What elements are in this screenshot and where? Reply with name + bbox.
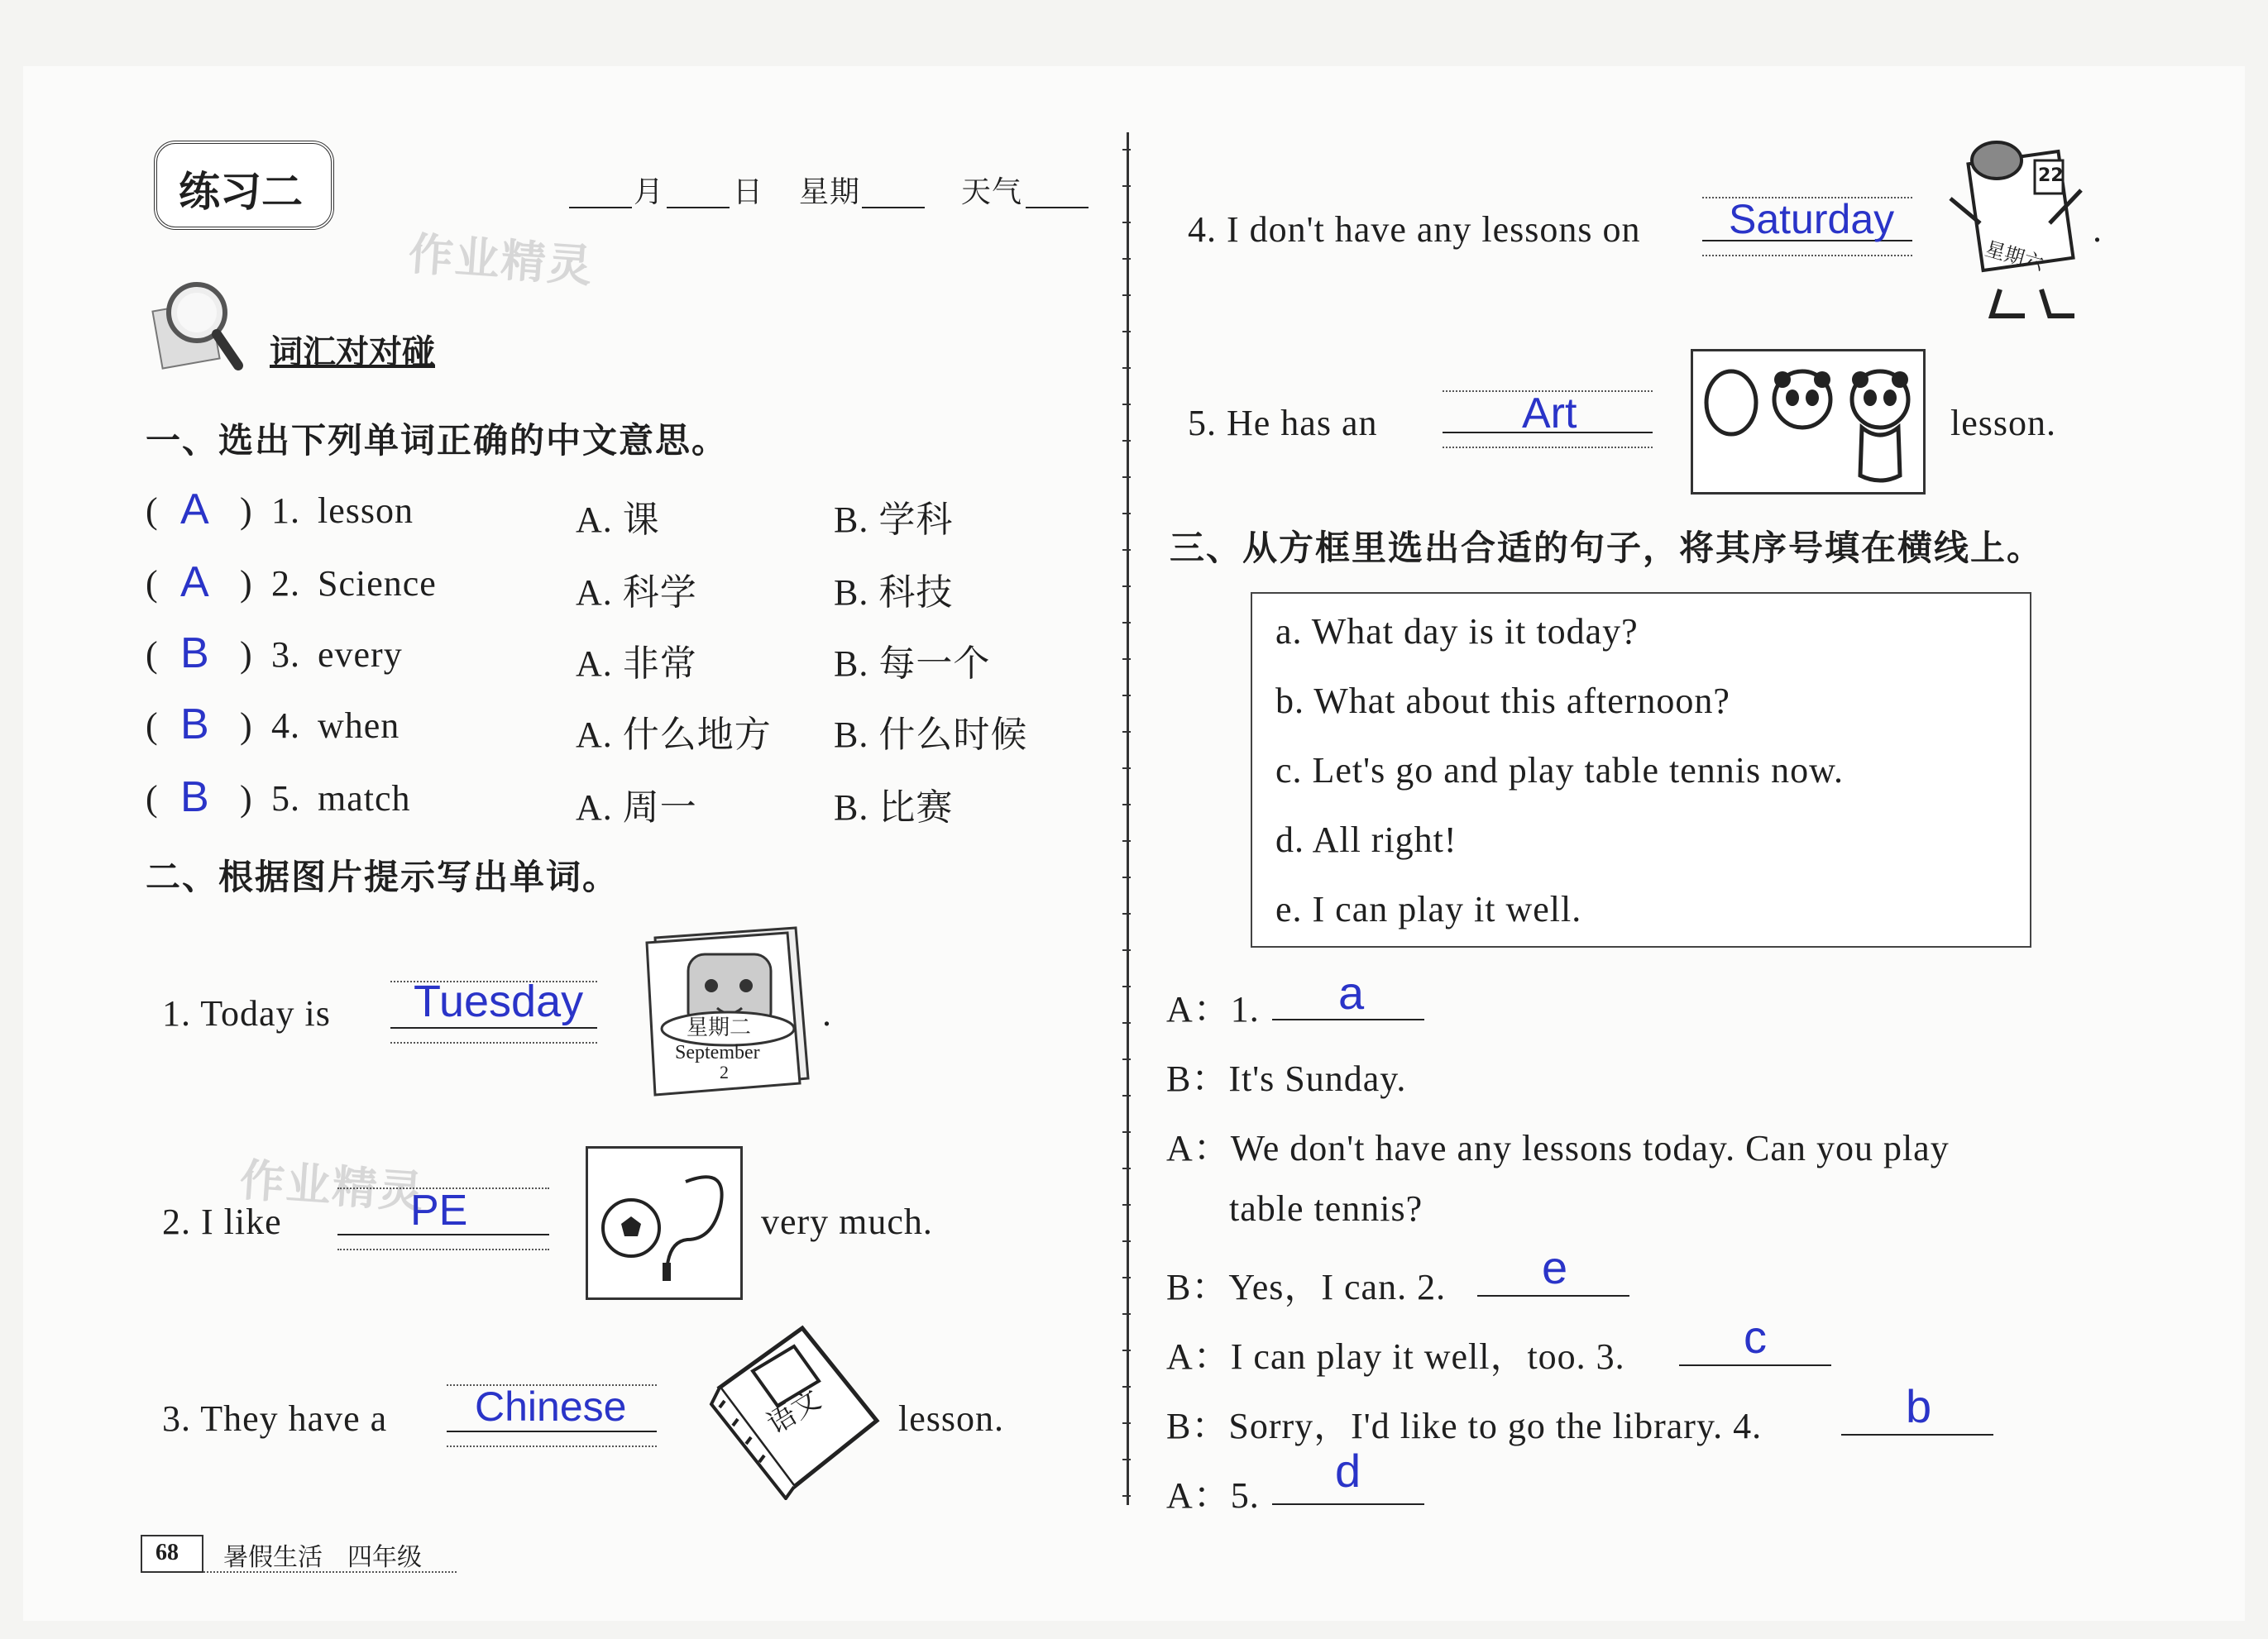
exercise-title-badge [154, 141, 334, 230]
divider-tick [1122, 1277, 1131, 1278]
calendar-weekday-text: 星期二 [687, 1015, 752, 1040]
divider-tick [1122, 1095, 1131, 1097]
drawing-picture [1691, 349, 1926, 495]
divider-tick [1122, 1168, 1131, 1169]
option-a: A. 周一 [576, 787, 697, 828]
option-b: B. 科技 [834, 572, 954, 613]
part2-item1-answer: Tuesday [414, 977, 584, 1026]
weather-label: 天气 [961, 175, 1023, 209]
divider-tick [1122, 440, 1131, 442]
option-b: B. 每一个 [834, 643, 991, 684]
part2-item3-prefix: 3. They have a [162, 1398, 388, 1439]
divider-tick [1122, 1350, 1131, 1351]
divider-tick [1122, 767, 1131, 769]
paren-open: ( [146, 490, 159, 531]
divider-tick [1122, 1386, 1131, 1388]
option-a: A. 课 [576, 499, 660, 540]
divider-tick [1122, 1131, 1131, 1133]
divider-tick [1122, 877, 1131, 878]
guide-dots [447, 1445, 657, 1447]
choice-answer: B [180, 700, 209, 748]
divider-tick [1122, 149, 1131, 151]
page-number-box [141, 1535, 203, 1573]
choice-answer: A [180, 558, 209, 606]
divider-tick [1122, 294, 1131, 296]
paren-close: ) [240, 490, 253, 531]
divider-tick [1122, 185, 1131, 187]
part2-item2-answer: PE [410, 1187, 468, 1235]
divider-tick [1122, 731, 1131, 733]
dialogue-answer-4: b [1906, 1380, 1932, 1432]
part2-title: 二、根据图片提示写出单词。 [146, 857, 620, 897]
part2-item4-suffix: . [2093, 209, 2103, 250]
day-blank [667, 207, 730, 208]
divider-tick [1122, 258, 1131, 260]
month-blank [569, 207, 632, 208]
choice-answer: B [180, 629, 209, 677]
part2-item4-answer: Saturday [1729, 196, 1895, 242]
grade-label: 四年级 [347, 1543, 422, 1572]
divider-tick [1122, 404, 1131, 405]
weekday-blank [862, 207, 925, 208]
paren-close: ) [240, 705, 253, 746]
sentence-options-box [1251, 592, 2031, 948]
exercise-title: 练习二 [179, 168, 303, 216]
dialogue-line-5: B：Yes，I can. 2. [1166, 1267, 1447, 1307]
vocab-section-title: 词汇对对碰 [270, 333, 435, 371]
dialogue-line-3: A：We don't have any lessons today. Can you play [1166, 1128, 1950, 1168]
divider-tick [1122, 1313, 1131, 1315]
page-number: 68 [156, 1540, 179, 1565]
item-word: match [318, 778, 411, 819]
calendar-day-number: 22 [2038, 165, 2064, 186]
divider-tick [1122, 622, 1131, 624]
divider-tick [1122, 1495, 1131, 1497]
divider-tick [1122, 367, 1131, 369]
option-c-sentence: c. Let's go and play table tennis now. [1275, 750, 1845, 791]
guide-dots [390, 1042, 597, 1044]
paren-open: ( [146, 563, 159, 604]
guide-dots [337, 1249, 549, 1250]
item-number: 5. [271, 778, 300, 819]
part2-item5-prefix: 5. He has an [1188, 403, 1378, 443]
option-b-sentence: b. What about this afternoon? [1275, 681, 1730, 721]
calendar-date-text: 2 [720, 1062, 729, 1082]
option-b: B. 学科 [834, 499, 954, 540]
item-word: every [318, 634, 403, 675]
answer-blank [1272, 1503, 1424, 1505]
dialogue-answer-5: d [1335, 1445, 1361, 1497]
divider-tick [1122, 1240, 1131, 1242]
paren-close: ) [240, 778, 253, 819]
item-word: Science [318, 563, 437, 604]
divider-tick [1122, 986, 1131, 987]
page-divider [1127, 132, 1129, 1505]
book-title: 暑假生活 [223, 1543, 323, 1572]
guide-dots [1702, 255, 1912, 256]
part2-item2-prefix: 2. I like [162, 1202, 282, 1242]
watermark: 作业精灵 [237, 1154, 427, 1219]
answer-blank [1477, 1295, 1629, 1297]
divider-tick [1122, 585, 1131, 587]
option-b: B. 比赛 [834, 787, 954, 828]
divider-tick [1122, 1459, 1131, 1460]
divider-tick [1122, 840, 1131, 842]
answer-blank [447, 1431, 657, 1432]
option-d-sentence: d. All right! [1275, 820, 1457, 860]
book-cover-text: 语文 [761, 1383, 827, 1441]
item-number: 3. [271, 634, 300, 675]
paren-open: ( [146, 778, 159, 819]
paren-close: ) [240, 634, 253, 675]
option-a: A. 什么地方 [576, 714, 772, 755]
divider-tick [1122, 1058, 1131, 1060]
date-month-label: 月 [634, 175, 665, 209]
calendar-month-text: September [675, 1042, 760, 1063]
divider-tick [1122, 331, 1131, 332]
dialogue-line-7: B：Sorry，I'd like to go the library. 4. [1166, 1406, 1763, 1446]
part2-item3-answer: Chinese [475, 1383, 627, 1430]
item-number: 4. [271, 705, 300, 746]
item-number: 2. [271, 563, 300, 604]
part2-item1-prefix: 1. Today is [162, 993, 331, 1034]
weather-blank [1026, 207, 1089, 208]
calendar-weekday-sign: 星期六 [1982, 237, 2046, 276]
option-a-sentence: a. What day is it today? [1275, 611, 1639, 652]
item-number: 1. [271, 490, 300, 531]
magnifier-icon [149, 273, 248, 380]
part2-item1-suffix: . [822, 993, 832, 1034]
answer-blank [1679, 1364, 1831, 1366]
watermark: 作业精灵 [406, 227, 596, 293]
part1-title: 一、选出下列单词正确的中文意思。 [146, 420, 729, 461]
paren-open: ( [146, 634, 159, 675]
date-day-label: 日 [733, 175, 764, 209]
part2-item2-suffix: very much. [761, 1202, 933, 1242]
ball-rope-picture [586, 1146, 743, 1300]
dialogue-line-6: A：I can play it well，too. 3. [1166, 1336, 1625, 1377]
dialogue-answer-3: c [1744, 1311, 1767, 1363]
divider-tick [1122, 658, 1131, 660]
divider-tick [1122, 549, 1131, 551]
divider-tick [1122, 222, 1131, 223]
dialogue-line-2: B：It's Sunday. [1166, 1058, 1407, 1099]
divider-tick [1122, 1022, 1131, 1024]
part2-item5-answer: Art [1522, 389, 1577, 437]
dialogue-answer-2: e [1542, 1241, 1568, 1293]
option-a: A. 非常 [576, 643, 697, 684]
paren-open: ( [146, 705, 159, 746]
dialogue-line-1: A：1. [1166, 989, 1260, 1030]
divider-tick [1122, 476, 1131, 478]
dialogue-line-8: A：5. [1166, 1475, 1260, 1516]
dialogue-line-4: table tennis? [1229, 1188, 1423, 1229]
item-word: when [318, 705, 400, 746]
footer-rule [203, 1571, 457, 1573]
paren-close: ) [240, 563, 253, 604]
choice-answer: B [180, 773, 209, 821]
divider-tick [1122, 695, 1131, 696]
divider-tick [1122, 913, 1131, 915]
part3-title: 三、从方框里选出合适的句子，将其序号填在横线上。 [1170, 528, 2044, 568]
divider-tick [1122, 804, 1131, 805]
divider-tick [1122, 1422, 1131, 1424]
part2-item4-prefix: 4. I don't have any lessons on [1188, 209, 1641, 250]
dialogue-answer-1: a [1338, 967, 1365, 1019]
divider-tick [1122, 949, 1131, 951]
item-word: lesson [318, 490, 414, 531]
calendar-man-picture [1942, 132, 2088, 323]
answer-blank [390, 1027, 597, 1029]
guide-dots [1443, 447, 1653, 448]
option-b: B. 什么时候 [834, 714, 1028, 755]
weekday-label: 星期 [799, 175, 861, 209]
divider-tick [1122, 513, 1131, 514]
part2-item5-suffix: lesson. [1950, 403, 2056, 443]
option-e-sentence: e. I can play it well. [1275, 889, 1582, 929]
answer-blank [1841, 1434, 1993, 1436]
divider-tick [1122, 1204, 1131, 1206]
choice-answer: A [180, 485, 209, 533]
option-a: A. 科学 [576, 572, 697, 613]
part2-item3-suffix: lesson. [898, 1398, 1004, 1439]
